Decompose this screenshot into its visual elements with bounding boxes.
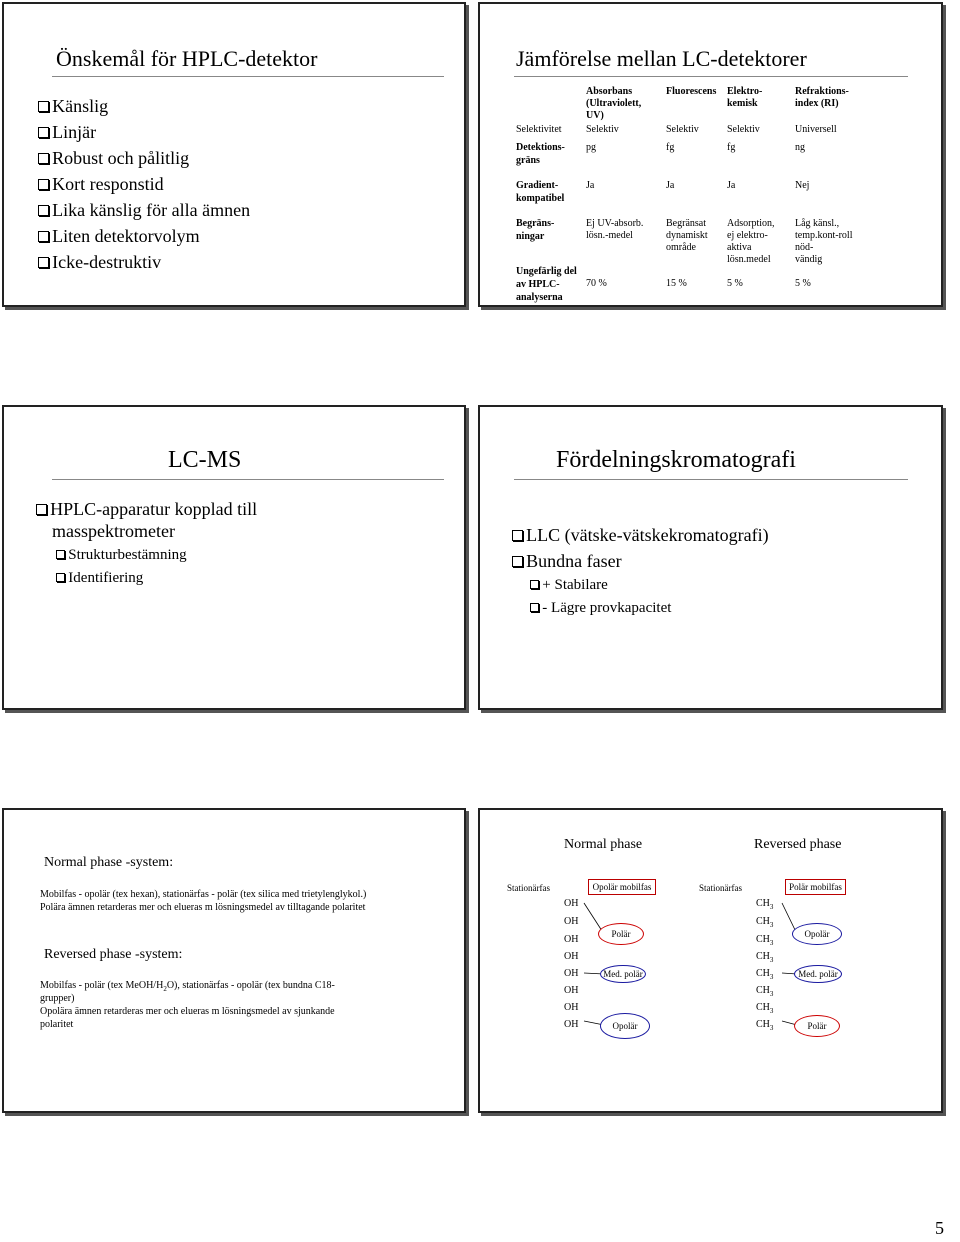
table-header-cell: (Ultraviolett, [586, 98, 642, 109]
table-cell: nöd- [795, 242, 814, 253]
checkbox-bullet-icon [530, 580, 539, 589]
rp-text-line: Opolära ämnen retarderas mer och elueras m lösningsmedel av sjunkande [40, 1006, 335, 1017]
methyl-group: $CH_3$ [756, 1019, 774, 1032]
slide-phase-systems [2, 808, 466, 1113]
checkbox-bullet-icon [530, 603, 539, 612]
slide-detector-comparison [478, 2, 943, 307]
table-cell: område [666, 242, 696, 253]
checkbox-bullet-icon [36, 504, 47, 515]
table-cell: pg [586, 142, 596, 153]
table-row-label: kompatibel [516, 193, 565, 204]
hydroxyl-group: OH [564, 985, 579, 996]
bullet-item: Bundna faser [512, 551, 622, 572]
polar-analyte-oval: Polär [598, 923, 644, 945]
table-cell: dynamiskt [666, 230, 708, 241]
title-underline [514, 479, 908, 480]
table-header-cell: Refraktions- [795, 86, 849, 97]
bullet-item: Känslig [38, 96, 108, 117]
table-cell: Låg känsl., [795, 218, 840, 229]
table-cell: 5 % [795, 278, 811, 289]
hydroxyl-group: OH [564, 934, 579, 945]
bullet-item: Linjär [38, 122, 96, 143]
mobile-phase-box: Polär mobilfas [785, 879, 846, 895]
methyl-group: $CH_3$ [756, 951, 774, 964]
medium-polar-analyte-oval: Med. polär [600, 965, 646, 983]
table-header-cell: kemisk [727, 98, 758, 109]
table-cell: fg [727, 142, 736, 153]
checkbox-bullet-icon [38, 127, 49, 138]
bullet-item: HPLC-apparatur kopplad till [36, 499, 257, 520]
checkbox-bullet-icon [38, 257, 49, 268]
checkbox-bullet-icon [56, 550, 65, 559]
checkbox-bullet-icon [38, 179, 49, 190]
bullet-item: Kort responstid [38, 174, 164, 195]
methyl-group: $CH_3$ [756, 934, 774, 947]
table-row-label: ningar [516, 231, 545, 242]
hydroxyl-group: OH [564, 916, 579, 927]
hydroxyl-group: OH [564, 1002, 579, 1013]
table-cell: 70 % [586, 278, 607, 289]
title-underline [52, 479, 444, 480]
table-cell: 5 % [727, 278, 743, 289]
table-cell: Ej UV-absorb. [586, 218, 644, 229]
methyl-group: $CH_3$ [756, 968, 774, 981]
table-header-cell: Absorbans [586, 86, 633, 97]
np-text-line: Mobilfas - opolär (tex hexan), stationärfas - polär (tex silica med trietylenglykol.) [40, 889, 367, 900]
methyl-group: $CH_3$ [756, 898, 774, 911]
slide-title: LC-MS [168, 447, 242, 473]
table-cell: Nej [795, 180, 810, 191]
table-cell: vändig [795, 254, 823, 265]
table-cell: Ja [586, 180, 595, 191]
checkbox-bullet-icon [38, 205, 49, 216]
sub-bullet-item: + Stabilare [530, 577, 608, 594]
table-header-cell: UV) [586, 110, 604, 121]
table-cell: lösn.-medel [586, 230, 633, 241]
slide-title: Önskemål för HPLC-detektor [56, 46, 318, 71]
table-row-label: Gradient- [516, 180, 559, 191]
methyl-group: $CH_3$ [756, 985, 774, 998]
methyl-group: $CH_3$ [756, 1002, 774, 1015]
table-cell: Begränsat [666, 218, 706, 229]
table-cell: Selektiv [727, 124, 760, 135]
phase-diagram-connectors [480, 810, 945, 1115]
hydroxyl-group: OH [564, 898, 579, 909]
table-cell: lösn.medel [727, 254, 771, 265]
polar-analyte-oval: Polär [794, 1015, 840, 1037]
table-cell: 15 % [666, 278, 687, 289]
np-text-line: Polära ämnen retarderas mer och elueras m lösningsmedel av tilltagande polaritet [40, 902, 366, 913]
reversed-phase-label: Reversed phase [754, 837, 842, 852]
bullet-item: Icke-destruktiv [38, 252, 161, 273]
np-heading: Normal phase -system: [44, 855, 174, 870]
table-cell: aktiva [727, 242, 752, 253]
table-header-cell: Fluorescens [666, 86, 717, 97]
nonpolar-analyte-oval: Opolär [792, 923, 842, 945]
mobile-phase-box: Opolär mobilfas [588, 879, 656, 895]
table-cell: Ja [666, 180, 675, 191]
slide-phase-diagram [478, 808, 943, 1113]
table-cell: fg [666, 142, 675, 153]
methyl-group: $CH_3$ [756, 916, 774, 929]
table-header-cell: Elektro- [727, 86, 763, 97]
table-cell: temp.kont-roll [795, 230, 853, 241]
table-row-label: Ungefärlig del [516, 266, 577, 277]
bullet-item: Lika känslig för alla ämnen [38, 200, 250, 221]
table-row-label: gräns [516, 155, 540, 166]
bullet-continuation: masspektrometer [52, 521, 175, 541]
slide-title: Jämförelse mellan LC-detektorer [516, 46, 807, 71]
rp-text-line: grupper) [40, 993, 75, 1004]
table-row-label: Detektions- [516, 142, 565, 153]
stationary-phase-label: Stationärfas [699, 883, 742, 893]
bullet-item: Liten detektorvolym [38, 226, 200, 247]
checkbox-bullet-icon [56, 573, 65, 582]
table-cell: Selektiv [666, 124, 699, 135]
rp-text-line: polaritet [40, 1019, 74, 1030]
normal-phase-label: Normal phase [564, 837, 643, 852]
bullet-item: LLC (vätske-vätskekromatografi) [512, 525, 769, 546]
table-row-label: Selektivitet [516, 124, 562, 135]
hydroxyl-group: OH [564, 1019, 579, 1030]
table-header-cell: index (RI) [795, 98, 839, 109]
table-cell: ej elektro- [727, 230, 768, 241]
table-cell: Adsorption, [727, 218, 775, 229]
checkbox-bullet-icon [38, 101, 49, 112]
hydroxyl-group: OH [564, 968, 579, 979]
checkbox-bullet-icon [38, 153, 49, 164]
medium-polar-analyte-oval: Med. polär [794, 965, 842, 983]
page-number: 5 [935, 1218, 944, 1238]
sub-bullet-item: Strukturbestämning [56, 547, 187, 564]
rp-text-line: Mobilfas - polär (tex MeOH/$H_2O$), stationärfas - opolär (tex bundna C18- [40, 980, 335, 993]
slide-partition-chromatography [478, 405, 943, 710]
table-row-label: av HPLC- [516, 279, 560, 290]
comparison-table [480, 4, 945, 309]
checkbox-bullet-icon [512, 556, 523, 567]
bullet-item: Robust och pålitlig [38, 148, 189, 169]
table-cell: ng [795, 142, 805, 153]
slide-detector-wishes [2, 2, 466, 307]
slide-title: Fördelningskromatografi [556, 447, 796, 473]
sub-bullet-item: Identifiering [56, 570, 143, 587]
sub-bullet-item: - Lägre provkapacitet [530, 600, 671, 617]
table-cell: Ja [727, 180, 736, 191]
rp-heading: Reversed phase -system: [44, 947, 183, 962]
slide-lc-ms [2, 405, 466, 710]
table-row-label: analyserna [516, 292, 563, 303]
stationary-phase-label: Stationärfas [507, 883, 550, 893]
hydroxyl-group: OH [564, 951, 579, 962]
checkbox-bullet-icon [38, 231, 49, 242]
nonpolar-analyte-oval: Opolär [600, 1013, 650, 1039]
table-cell: Selektiv [586, 124, 619, 135]
checkbox-bullet-icon [512, 530, 523, 541]
title-underline [52, 76, 444, 77]
table-cell: Universell [795, 124, 837, 135]
table-row-label: Begräns- [516, 218, 555, 229]
